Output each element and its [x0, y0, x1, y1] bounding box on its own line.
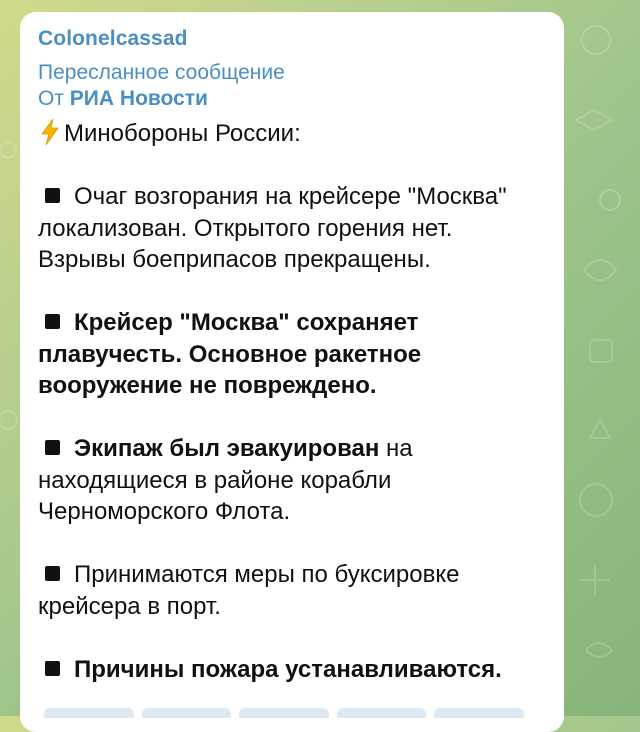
message-header-text: Минобороны России:	[64, 120, 301, 147]
reaction-chip[interactable]	[142, 708, 232, 718]
message-item-3	[38, 433, 546, 528]
message-item-2	[38, 307, 546, 402]
lightning-icon	[38, 118, 62, 146]
message-item-3-bold: Экипаж был эвакуирован	[74, 435, 380, 462]
reaction-bar-partial	[44, 708, 524, 718]
message-item-5-bold: Причины пожара устанавливаются.	[74, 655, 502, 683]
message-item-2-bold: Крейсер "Москва" сохраняет плавучесть. Основное ракетное вооружение не повреждено.	[38, 309, 422, 399]
message-header	[38, 118, 546, 150]
reaction-chip[interactable]	[239, 708, 329, 718]
reaction-chip[interactable]	[44, 708, 134, 718]
black-square-icon	[45, 440, 60, 455]
reaction-chip[interactable]	[434, 708, 524, 718]
black-square-icon	[45, 566, 60, 581]
message-item-3-text: на находящиеся в районе корабли Черноморского Флота.	[38, 435, 413, 525]
forwarded-message-bubble[interactable]	[20, 12, 564, 732]
message-item-4-text: Принимаются меры по буксировке крейсера в порт.	[38, 561, 460, 620]
message-text	[38, 118, 546, 685]
message-item-1-text: Очаг возгорания на крейсере "Москва" локализован. Открытого горения нет. Взрывы боеприпасов прекращены.	[38, 183, 507, 273]
forwarded-from-source[interactable]: РИА Новости	[69, 87, 208, 110]
forwarded-label: Пересланное сообщение	[38, 61, 285, 84]
reaction-chip[interactable]	[337, 708, 427, 718]
forwarded-from[interactable]	[38, 86, 546, 112]
message-item-4	[38, 559, 546, 622]
message-item-5	[38, 654, 546, 686]
message-item-1	[38, 181, 546, 276]
black-square-icon	[45, 661, 60, 676]
black-square-icon	[45, 188, 60, 203]
forwarded-from-prefix: От	[38, 87, 64, 110]
black-square-icon	[45, 314, 60, 329]
channel-name[interactable]: Colonelcassad	[38, 27, 188, 50]
